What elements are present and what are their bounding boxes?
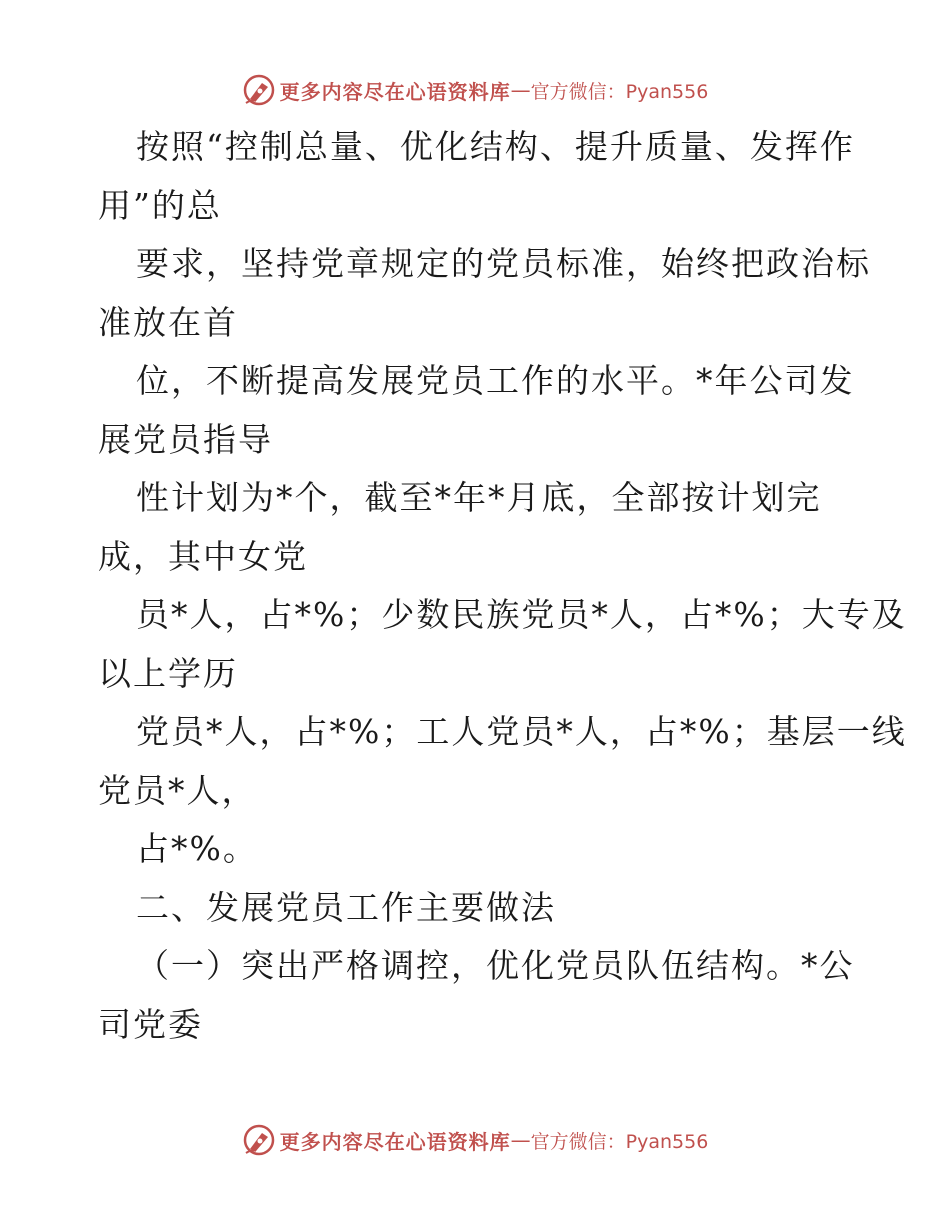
footer-banner bbox=[0, 1120, 950, 1160]
paragraph-line: 展党员指导 bbox=[98, 419, 273, 459]
subsection-heading-line: （一）突出严格调控，优化党员队伍结构。*公 bbox=[136, 946, 855, 985]
paragraph-line: 党员*人，占*%；工人党员*人，占*%；基层一线 bbox=[136, 712, 907, 751]
pen-nib-logo-icon bbox=[242, 73, 276, 107]
paragraph-line: 司党委 bbox=[98, 1004, 203, 1044]
document-body bbox=[98, 118, 907, 1054]
banner-wechat: 官方微信：Pyan556 bbox=[530, 80, 709, 103]
paragraph-line: 性计划为*个，截至*年*月底，全部按计划完 bbox=[136, 478, 822, 517]
banner-wechat: 官方微信：Pyan556 bbox=[530, 1130, 709, 1153]
section-heading: 二、发展党员工作主要做法 bbox=[136, 887, 556, 927]
paragraph-line: 以上学历 bbox=[98, 653, 238, 693]
paragraph-line: 用”的总 bbox=[98, 185, 222, 225]
paragraph-line: 党员*人， bbox=[98, 770, 257, 810]
banner-brand: 更多内容尽在心语资料库 bbox=[279, 79, 511, 104]
paragraph-line: 员*人，占*%；少数民族党员*人，占*%；大专及 bbox=[136, 595, 907, 634]
header-banner bbox=[0, 70, 950, 110]
pen-nib-logo-icon bbox=[242, 1123, 276, 1157]
banner-brand: 更多内容尽在心语资料库 bbox=[279, 1129, 511, 1154]
paragraph-line: 成，其中女党 bbox=[98, 536, 308, 576]
paragraph-line: 位，不断提高发展党员工作的水平。*年公司发 bbox=[136, 361, 855, 400]
paragraph-line: 按照“控制总量、优化结构、提升质量、发挥作 bbox=[136, 127, 855, 166]
paragraph-line: 准放在首 bbox=[98, 302, 238, 342]
paragraph-line: 占*%。 bbox=[136, 829, 258, 868]
banner-dash: — bbox=[510, 1128, 531, 1152]
paragraph-line: 要求，坚持党章规定的党员标准，始终把政治标 bbox=[136, 244, 871, 283]
banner-dash: — bbox=[510, 78, 531, 102]
